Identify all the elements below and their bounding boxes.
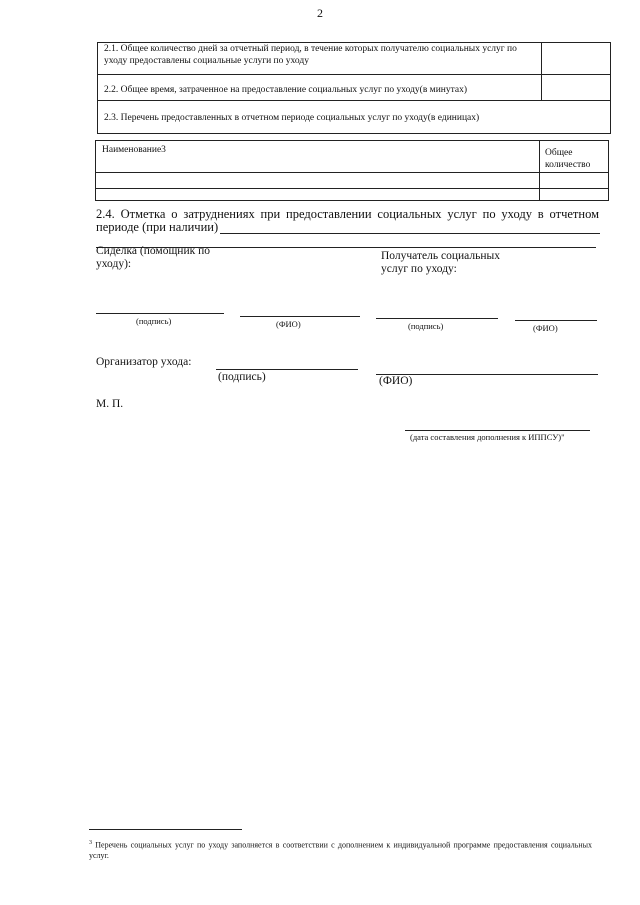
section-2-4-line1: 2.4. Отметка о затруднениях при предоставлении социальных услуг по уходу в отчетном [96, 207, 599, 221]
caregiver-fio-caption: (ФИО) [276, 319, 301, 329]
services-row-divider [95, 172, 609, 173]
table-row-divider [97, 100, 611, 101]
table-value-divider [541, 42, 542, 100]
page-number: 2 [317, 6, 323, 20]
services-column-divider [539, 140, 540, 201]
caregiver-signature-line [96, 313, 224, 314]
footnote-text: Перечень социальных услуг по уходу заполняется в соответствии с дополнением к индивидуальной программе предоставления социальных услуг. [89, 840, 593, 860]
footnote-marker: 3 [89, 840, 92, 846]
date-line [405, 430, 590, 431]
footnote-separator [89, 829, 242, 830]
recipient-signature-line [376, 318, 498, 319]
recipient-label: Получатель социальных услуг по уходу: [381, 250, 500, 275]
caregiver-signature-caption: (подпись) [136, 316, 172, 326]
section-2-4-fill-line [220, 233, 600, 234]
table-row-2-2-label: 2.2. Общее время, затраченное на предоставление социальных услуг по уходу(в минутах) [104, 85, 468, 95]
organizer-signature-caption: (подпись) [218, 371, 266, 383]
footnote [89, 838, 592, 861]
table-row-2-3-label: 2.3. Перечень предоставленных в отчетном периоде социальных услуг по уходу(в единицах) [104, 113, 480, 123]
stamp-place: М. П. [96, 398, 124, 410]
date-caption: (дата составления дополнения к ИППСУ)" [410, 432, 565, 442]
table-row-2-1-label: 2.1. Общее количество дней за отчетный период, в течение которых получателю социальных услуг по уходу предоставлены социальные услуги по уходу [104, 44, 517, 66]
recipient-signature-caption: (подпись) [408, 321, 444, 331]
table-row-divider [97, 74, 611, 75]
recipient-fio-line [515, 320, 597, 321]
recipient-fio-caption: (ФИО) [533, 323, 558, 333]
section-2-4-line2: периоде (при наличии) [96, 220, 219, 234]
organizer-label: Организатор ухода: [96, 356, 192, 368]
caregiver-label: Сиделка (помощник по уходу): [96, 245, 210, 270]
services-header-name: Наименование3 [102, 145, 166, 155]
services-table [95, 140, 609, 201]
organizer-fio-caption: (ФИО) [379, 375, 413, 387]
organizer-signature-line [216, 369, 358, 370]
services-row-divider [95, 188, 609, 189]
services-header-total: Общее количество [545, 148, 591, 170]
caregiver-fio-line [240, 316, 360, 317]
